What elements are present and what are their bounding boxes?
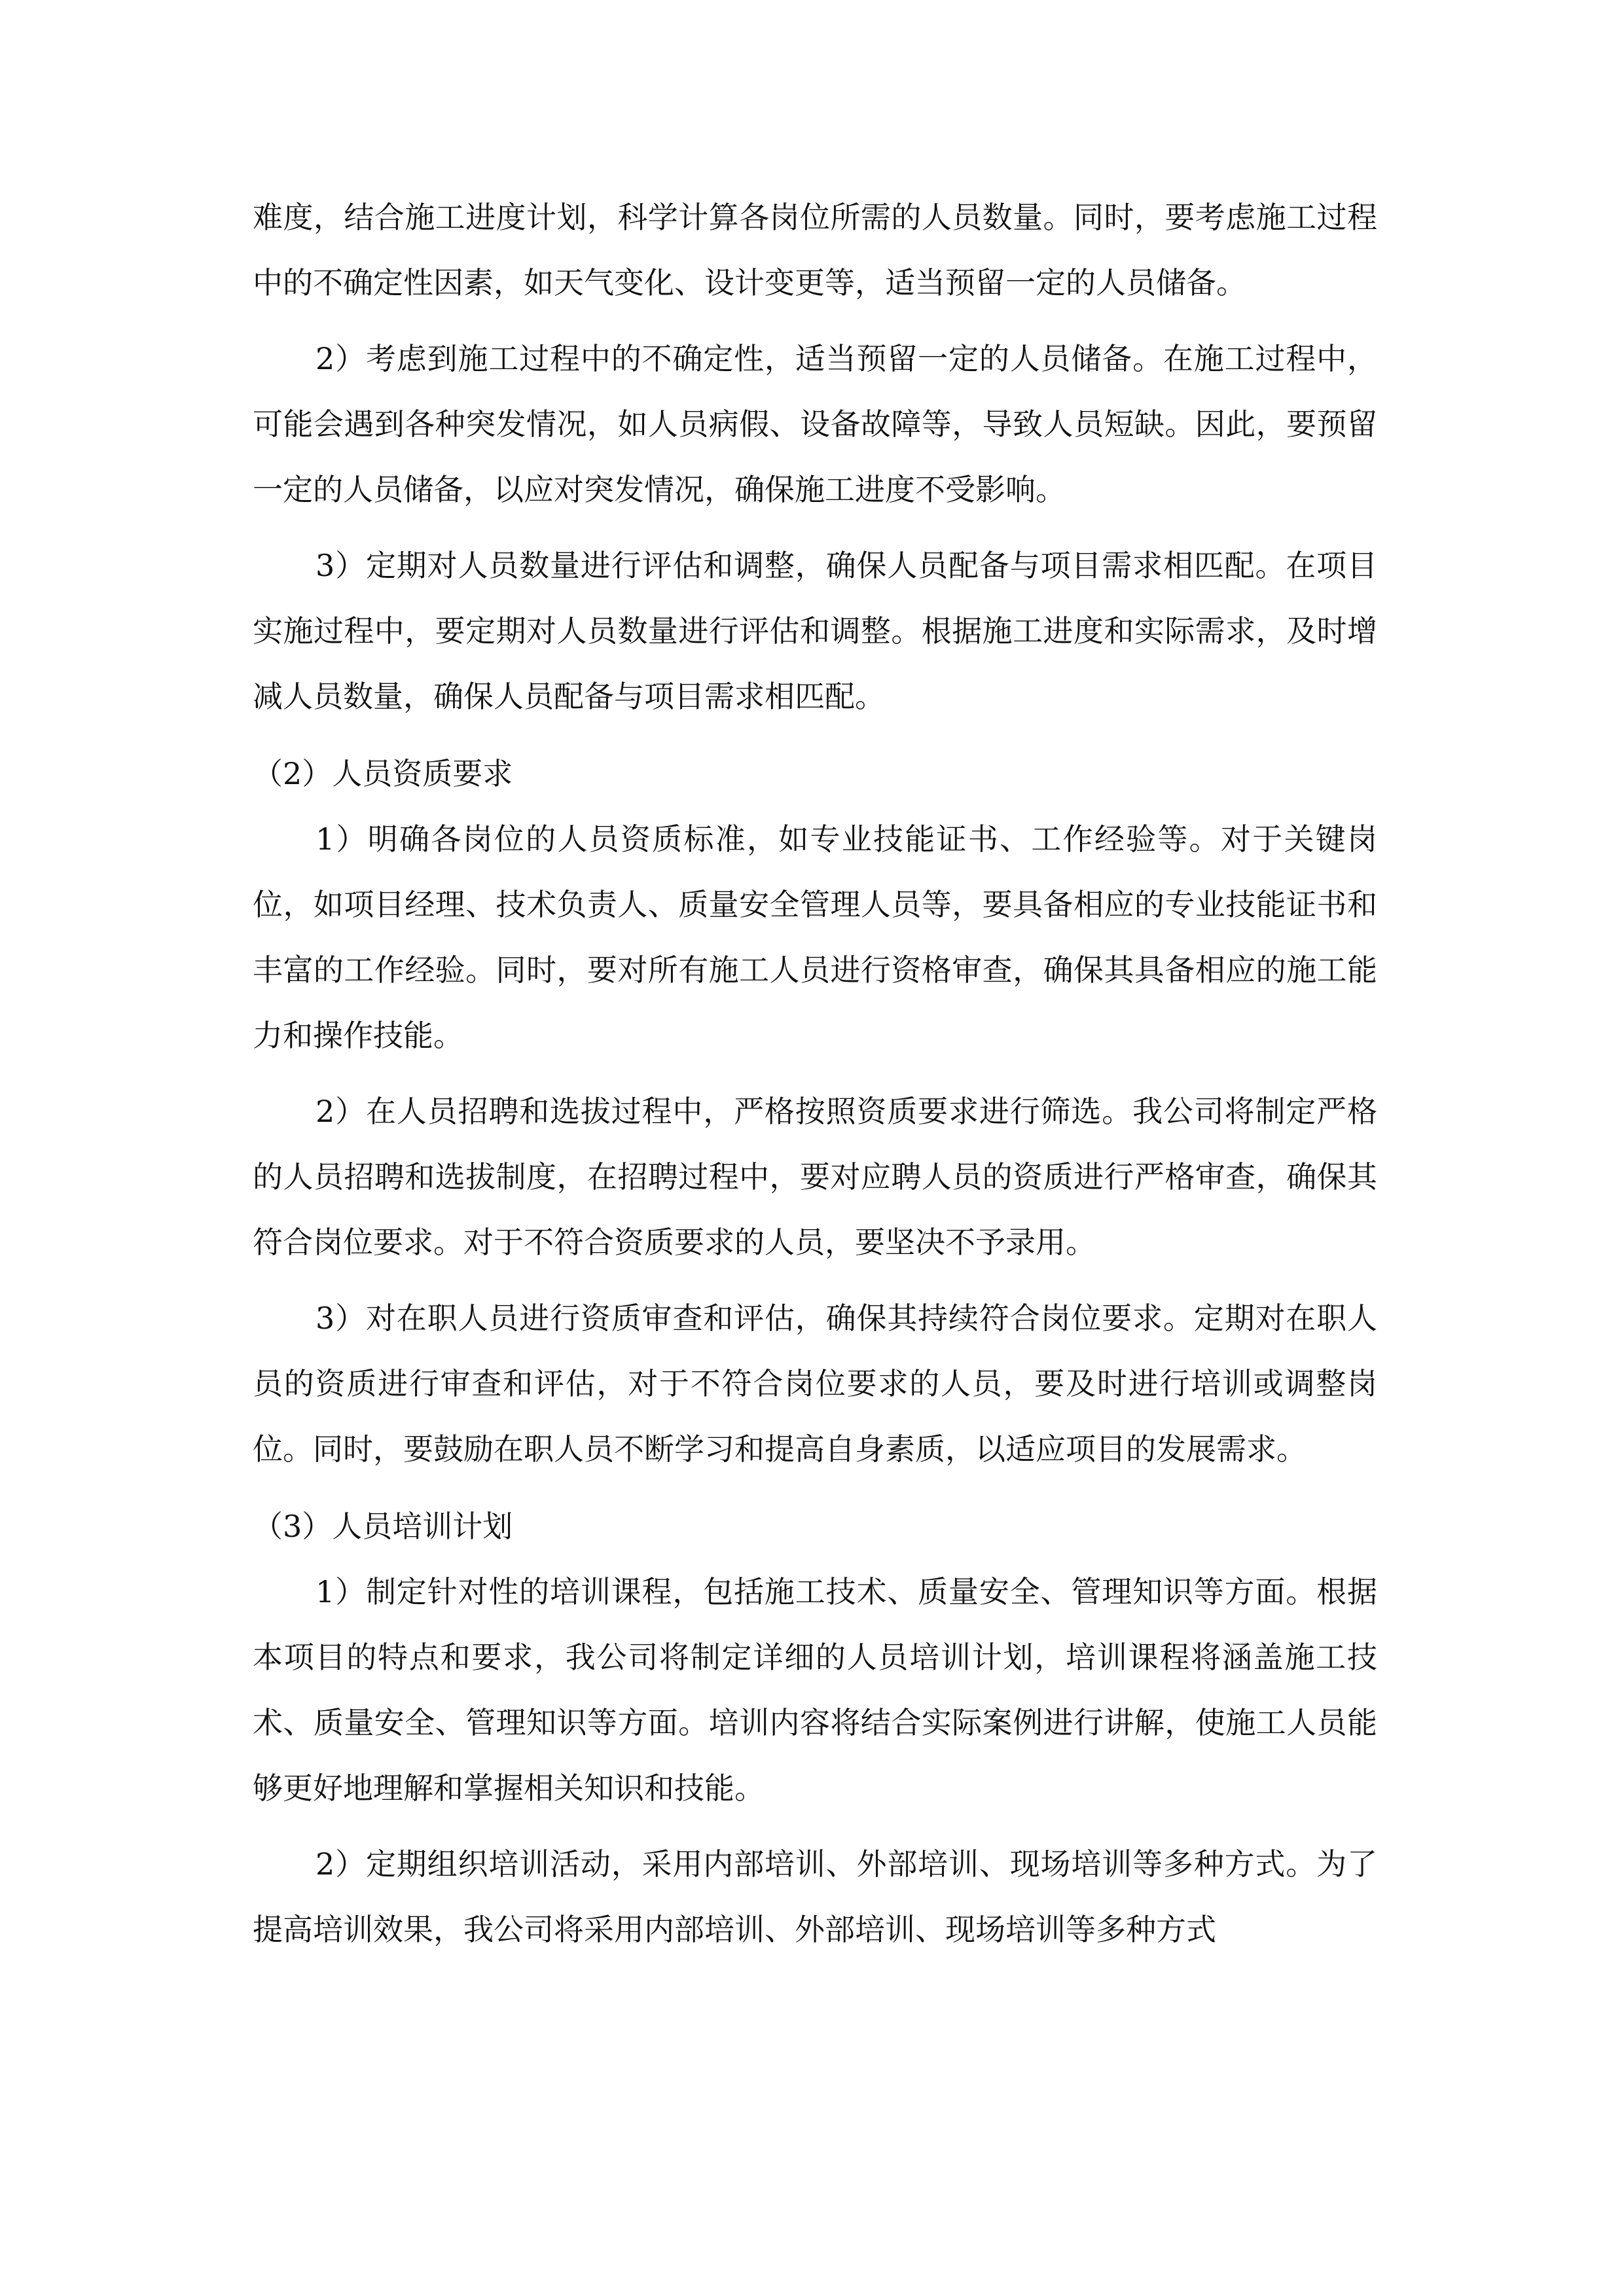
paragraph-qualification-standards: 1）明确各岗位的人员资质标准，如专业技能证书、工作经验等。对于关键岗位，如项目经理、技术负责人、质量安全管理人员等，要具备相应的专业技能证书和丰富的工作经验。同时，要对所有施工人员进行资格审查，确保其具备相应的施工能力和操作技能。	[253, 821, 1377, 1053]
paragraph-training-activities: 2）定期组织培训活动，采用内部培训、外部培训、现场培训等多种方式。为了提高培训效果，我公司将采用内部培训、外部培训、现场培训等多种方式	[253, 1846, 1377, 1947]
paragraph-qualification-review: 3）对在职人员进行资质审查和评估，确保其持续符合岗位要求。定期对在职人员的资质进行审查和评估，对于不符合岗位要求的人员，要及时进行培训或调整岗位。同时，要鼓励在职人员不断学习和提高自身素质，以适应项目的发展需求。	[253, 1300, 1377, 1467]
section-heading-qualification: （2）人员资质要求	[253, 756, 513, 791]
paragraph-staff-reserve: 2）考虑到施工过程中的不确定性，适当预留一定的人员储备。在施工过程中，可能会遇到各种突发情况，如人员病假、设备故障等，导致人员短缺。因此，要预留一定的人员储备，以应对突发情况，确保施工进度不受影响。	[253, 341, 1377, 507]
paragraph-continuation: 难度，结合施工进度计划，科学计算各岗位所需的人员数量。同时，要考虑施工过程中的不确定性因素，如天气变化、设计变更等，适当预留一定的人员储备。	[253, 200, 1377, 300]
document-page	[253, 185, 1377, 1962]
paragraph-recruitment: 2）在人员招聘和选拔过程中，严格按照资质要求进行筛选。我公司将制定严格的人员招聘和选拔制度，在招聘过程中，要对应聘人员的资质进行严格审查，确保其符合岗位要求。对于不符合资质要求的人员，要坚决不予录用。	[253, 1094, 1377, 1260]
paragraph-staff-evaluation: 3）定期对人员数量进行评估和调整，确保人员配备与项目需求相匹配。在项目实施过程中，要定期对人员数量进行评估和调整。根据施工进度和实际需求，及时增减人员数量，确保人员配备与项目需求相匹配。	[253, 548, 1377, 714]
paragraph-training-courses: 1）制定针对性的培训课程，包括施工技术、质量安全、管理知识等方面。根据本项目的特点和要求，我公司将制定详细的人员培训计划，培训课程将涵盖施工技术、质量安全、管理知识等方面。培训内容将结合实际案例进行讲解，使施工人员能够更好地理解和掌握相关知识和技能。	[253, 1574, 1377, 1806]
section-heading-training: （3）人员培训计划	[253, 1509, 513, 1544]
